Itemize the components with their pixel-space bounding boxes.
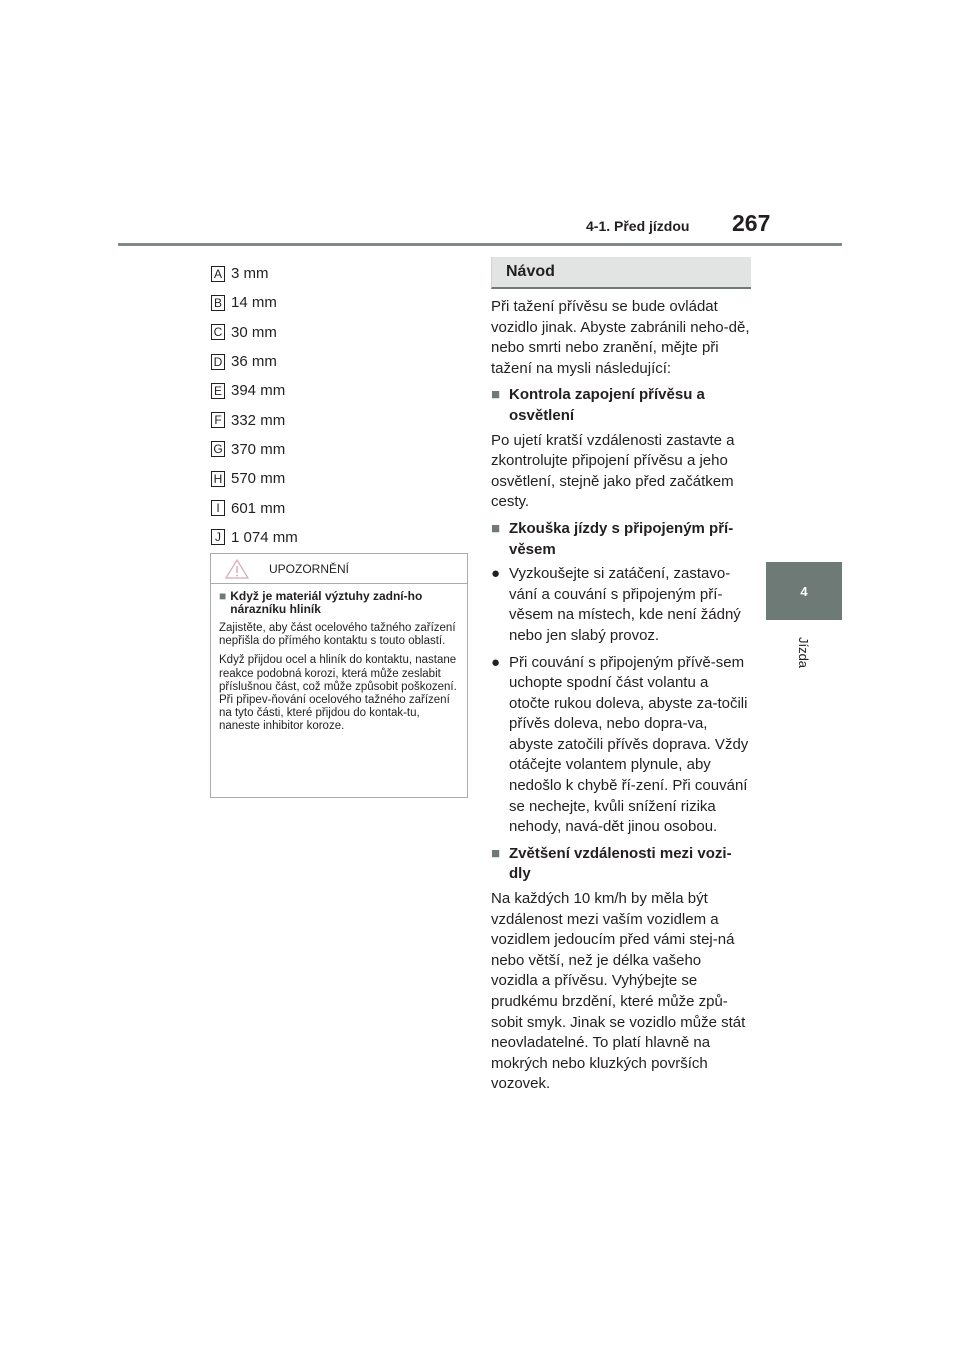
subheading-text: Zvětšení vzdálenosti mezi vozi-dly (509, 844, 732, 883)
bullet-dot-icon: ● (491, 565, 501, 583)
dimension-value: 14 mm (231, 294, 277, 312)
dimension-letter: I (211, 500, 225, 516)
dimension-letter: F (211, 412, 225, 428)
section-title: 4-1. Před jízdou (586, 218, 690, 234)
subheading (491, 385, 751, 426)
dimension-row (211, 259, 461, 288)
dimension-row (211, 347, 461, 376)
warning-triangle-icon (225, 559, 249, 579)
chapter-number: 4 (800, 583, 808, 599)
dimension-row (211, 405, 461, 434)
dimension-list (211, 259, 461, 552)
warning-header (211, 554, 467, 584)
bullet-dot-icon: ● (491, 653, 501, 671)
warning-paragraph: Zajistěte, aby část ocelového tažného zařízení nepřišla do přímého kontaktu s touto oblastí. (219, 622, 456, 648)
dimension-value: 36 mm (231, 353, 277, 371)
dimension-value: 3 mm (231, 265, 269, 283)
dimension-value: 570 mm (231, 470, 286, 488)
square-bullet-icon: ■ (219, 589, 227, 603)
paragraph: Po ujetí kratší vzdálenosti zastavte a zkontrolujte připojení přívěsu a jeho osvětlení, stejně jako před začátkem cesty. (491, 431, 735, 511)
dimension-row (211, 288, 461, 317)
dimension-letter: D (211, 354, 225, 370)
intro-paragraph: Při tažení přívěsu se bude ovládat vozidlo jinak. Abyste zabránili neho-dě, nebo smrti nebo zranění, mějte při tažení na mysli následující: (491, 298, 750, 377)
dimension-letter: E (211, 383, 225, 399)
subheading (491, 844, 751, 885)
dimension-letter: B (211, 295, 225, 311)
chapter-label (766, 632, 842, 672)
dimension-row (211, 523, 461, 552)
dimension-value: 332 mm (231, 411, 286, 429)
dimension-row (211, 464, 461, 493)
instructions-column (491, 257, 751, 1101)
bullet-text: Při couvání s připojeným přívě-sem uchopte spodní část volantu a otočte rukou doleva, abyste za-točili přívěs doleva, nebo dopra-va, abyste zatočili přívěs doprava. Vždy otáčejte volantem plynule, aby nedošlo k chybě ří-zení. Při couvání se nechejte, kvůli snížení rizika nehody, navá-dět jinou osobou. (509, 653, 749, 836)
dimension-value: 601 mm (231, 499, 286, 517)
bullet-item (491, 564, 751, 646)
chapter-tab (766, 562, 842, 620)
dimension-value: 30 mm (231, 323, 277, 341)
chapter-label-text: Jízda (796, 636, 812, 668)
dimension-row (211, 435, 461, 464)
bullet-item (491, 653, 751, 838)
dimension-row (211, 318, 461, 347)
section-heading: Návod (491, 257, 751, 289)
header-divider (118, 243, 842, 246)
dimension-value: 370 mm (231, 440, 286, 458)
square-bullet-icon: ■ (491, 844, 501, 862)
warning-subheading (219, 590, 459, 616)
warning-subheading-text: Když je materiál výztuhy zadní-ho nárazníku hliník (230, 589, 423, 616)
paragraph: Na každých 10 km/h by měla být vzdálenost mezi vaším vozidlem a vozidlem jedoucím před vámi stej-ná nebo větší, než je délka vašeho vozidla a přívěsu. Vyhýbejte se prudkému brzdění, které může způ-sobit smyk. Jinak se vozidlo může stát neovladatelné. To platí hlavně na mokrých nebo kluzkých površích vozovek. (491, 890, 746, 1093)
dimension-value: 1 074 mm (231, 528, 298, 546)
subheading (491, 519, 751, 560)
dimension-row (211, 493, 461, 522)
page-number: 267 (732, 210, 771, 236)
warning-body (211, 584, 467, 734)
dimension-letter: G (211, 441, 225, 457)
dimension-row (211, 376, 461, 405)
bullet-text: Vyzkoušejte si zatáčení, zastavo-vání a couvání s připojeným pří-věsem na místech, kde není žádný nebo jen slabý provoz. (509, 565, 741, 644)
dimension-letter: A (211, 266, 225, 282)
square-bullet-icon: ■ (491, 519, 501, 537)
dimension-letter: J (211, 529, 225, 545)
dimension-letter: H (211, 471, 225, 487)
subheading-text: Kontrola zapojení přívěsu a osvětlení (509, 386, 705, 424)
subheading-text: Zkouška jízdy s připojeným pří-věsem (509, 519, 734, 558)
warning-paragraph: Když přijdou ocel a hliník do kontaktu, nastane reakce podobná korozi, která může zeslabit příslušnou část, což může způsobit poškození. Při připev-ňování ocelového tažného zařízení na tyto části, které přijdou do kontak-tu, naneste inhibitor koroze. (219, 654, 457, 733)
dimension-letter: C (211, 324, 225, 340)
dimension-value: 394 mm (231, 382, 286, 400)
square-bullet-icon: ■ (491, 386, 501, 404)
warning-label: UPOZORNĚNÍ (269, 561, 350, 576)
warning-box (210, 553, 468, 798)
